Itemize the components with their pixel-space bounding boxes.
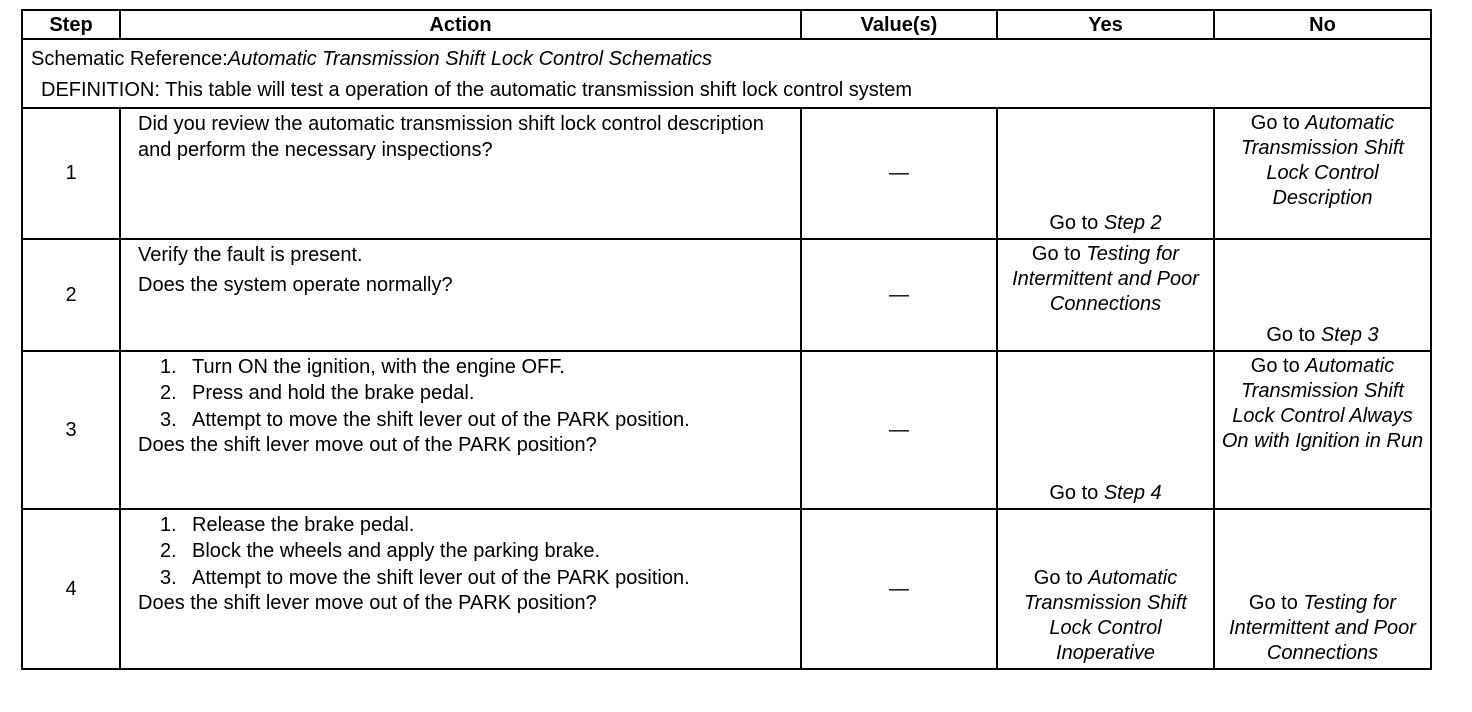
schematic-reference — [31, 44, 1422, 75]
yes-link[interactable]: Step 4 — [1103, 482, 1162, 504]
list-item — [138, 380, 794, 406]
substep-text: Press and hold the brake pedal. — [192, 382, 475, 404]
value-cell: — — [801, 108, 997, 239]
substep-number: 3. — [160, 409, 177, 431]
yes-cell — [997, 108, 1214, 239]
yes-link[interactable]: Step 2 — [1103, 212, 1162, 234]
action-cell — [120, 351, 801, 509]
no-link[interactable]: Automatic Transmission Shift Lock Control Description — [1240, 112, 1404, 209]
no-cell — [1214, 239, 1431, 351]
yes-cell — [997, 351, 1214, 509]
diagnostic-table — [21, 9, 1432, 670]
list-item — [138, 354, 794, 380]
no-cell — [1214, 108, 1431, 239]
action-instruction: Verify the fault is present. — [138, 244, 363, 266]
action-question: Does the shift lever move out of the PARK position? — [138, 434, 597, 456]
substep-text: Attempt to move the shift lever out of the PARK position. — [192, 409, 690, 431]
header-step: Step — [22, 10, 120, 39]
definition-text: DEFINITION: This table will test a operation of the automatic transmission shift lock control system — [41, 78, 913, 101]
value-cell: — — [801, 239, 997, 351]
value-cell: — — [801, 509, 997, 669]
substep-number: 2. — [160, 382, 177, 404]
yes-cell — [997, 239, 1214, 351]
step-number: 1 — [22, 108, 120, 239]
action-question: Does the system operate normally? — [138, 274, 453, 296]
no-prefix: Go to — [1266, 324, 1321, 346]
no-prefix: Go to — [1250, 112, 1306, 134]
action-question: Does the shift lever move out of the PARK position? — [138, 592, 597, 614]
yes-prefix: Go to — [1031, 243, 1087, 265]
action-cell — [120, 108, 801, 239]
step-number: 4 — [22, 509, 120, 669]
intro-cell — [22, 39, 1431, 108]
intro-row — [22, 39, 1431, 108]
value-cell: — — [801, 351, 997, 509]
substep-number: 1. — [160, 356, 177, 378]
yes-link[interactable]: Testing for Intermittent and Poor Connections — [1012, 243, 1199, 315]
substep-list — [138, 354, 794, 432]
action-question: Did you review the automatic transmission shift lock control description and perform the necessary inspections? — [138, 113, 764, 161]
no-cell — [1214, 509, 1431, 669]
no-link[interactable]: Automatic Transmission Shift Lock Control Always On with Ignition in Run — [1221, 355, 1424, 452]
substep-text: Attempt to move the shift lever out of the PARK position. — [192, 567, 690, 589]
no-link[interactable]: Step 3 — [1320, 324, 1379, 346]
schematic-label: Schematic Reference: — [31, 47, 228, 70]
schematic-ref-link[interactable]: Automatic Transmission Shift Lock Control Schematics — [227, 47, 713, 70]
substep-number: 3. — [160, 567, 177, 589]
substep-number: 2. — [160, 540, 177, 562]
substep-list — [138, 512, 794, 590]
table-row — [22, 108, 1431, 239]
yes-prefix: Go to — [1049, 482, 1104, 504]
table-row — [22, 509, 1431, 669]
header-row — [22, 10, 1431, 39]
substep-number: 1. — [160, 514, 177, 536]
table-row — [22, 351, 1431, 509]
no-prefix: Go to — [1250, 355, 1306, 377]
substep-text: Turn ON the ignition, with the engine OFF. — [192, 356, 565, 378]
substep-text: Block the wheels and apply the parking brake. — [192, 540, 601, 562]
step-number: 3 — [22, 351, 120, 509]
no-link[interactable]: Testing for Intermittent and Poor Connections — [1229, 592, 1416, 664]
yes-prefix: Go to — [1049, 212, 1104, 234]
list-item — [138, 512, 794, 538]
substep-text: Release the brake pedal. — [192, 514, 415, 536]
no-cell — [1214, 351, 1431, 509]
no-prefix: Go to — [1248, 592, 1304, 614]
header-no: No — [1214, 10, 1431, 39]
list-item — [138, 538, 794, 564]
list-item — [138, 566, 794, 590]
action-cell — [120, 239, 801, 351]
header-yes: Yes — [997, 10, 1214, 39]
yes-link[interactable]: Automatic Transmission Shift Lock Control Inoperative — [1023, 567, 1187, 664]
list-item — [138, 408, 794, 432]
yes-prefix: Go to — [1033, 567, 1089, 589]
header-action: Action — [120, 10, 801, 39]
yes-cell — [997, 509, 1214, 669]
table-row — [22, 239, 1431, 351]
header-values: Value(s) — [801, 10, 997, 39]
action-cell — [120, 509, 801, 669]
step-number: 2 — [22, 239, 120, 351]
